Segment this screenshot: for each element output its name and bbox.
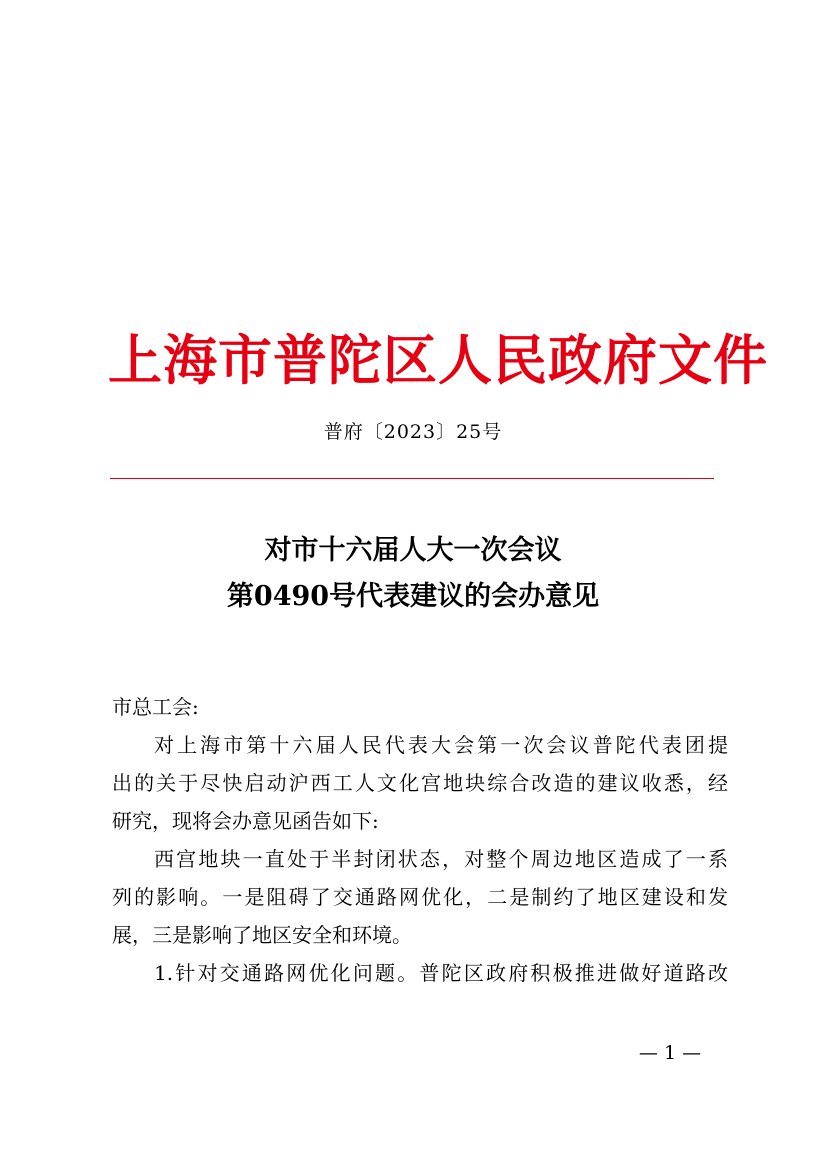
paragraph-line: 西宫地块一直处于半封闭状态，对整个周边地区造成了一系 [154,847,728,871]
title-line-2: 第0490号代表建议的会办意见 [226,581,600,612]
paragraph-3 [112,954,728,992]
title-line-1: 对市十六届人大一次会议 [264,535,562,566]
masthead-title: 上海市普陀区人民政府文件 [108,328,768,392]
document-body [112,688,728,992]
paragraph-line: 对上海市第十六届人民代表大会第一次会议普陀代表团提 [154,733,728,757]
paragraph-line: 展，三是影响了地区安全和环境。 [112,923,412,947]
document-title [108,528,718,620]
document-number: 普府〔2023〕25号 [323,421,503,443]
paragraph-2 [112,840,728,954]
paragraph-line: 出的关于尽快启动沪西工人文化宫地块综合改造的建议收悉，经 [112,771,728,795]
paragraph-1 [112,726,728,840]
red-divider-rule [110,478,714,479]
paragraph-line: 列的影响。一是阻碍了交通路网优化，二是制约了地区建设和发 [112,885,728,909]
paragraph-line: 研究，现将会办意见函告如下: [112,809,379,833]
salutation: 市总工会: [112,695,199,719]
page-number: — 1 — [638,1042,702,1064]
paragraph-line: 1.针对交通路网优化问题。普陀区政府积极推进做好道路改 [154,961,728,985]
